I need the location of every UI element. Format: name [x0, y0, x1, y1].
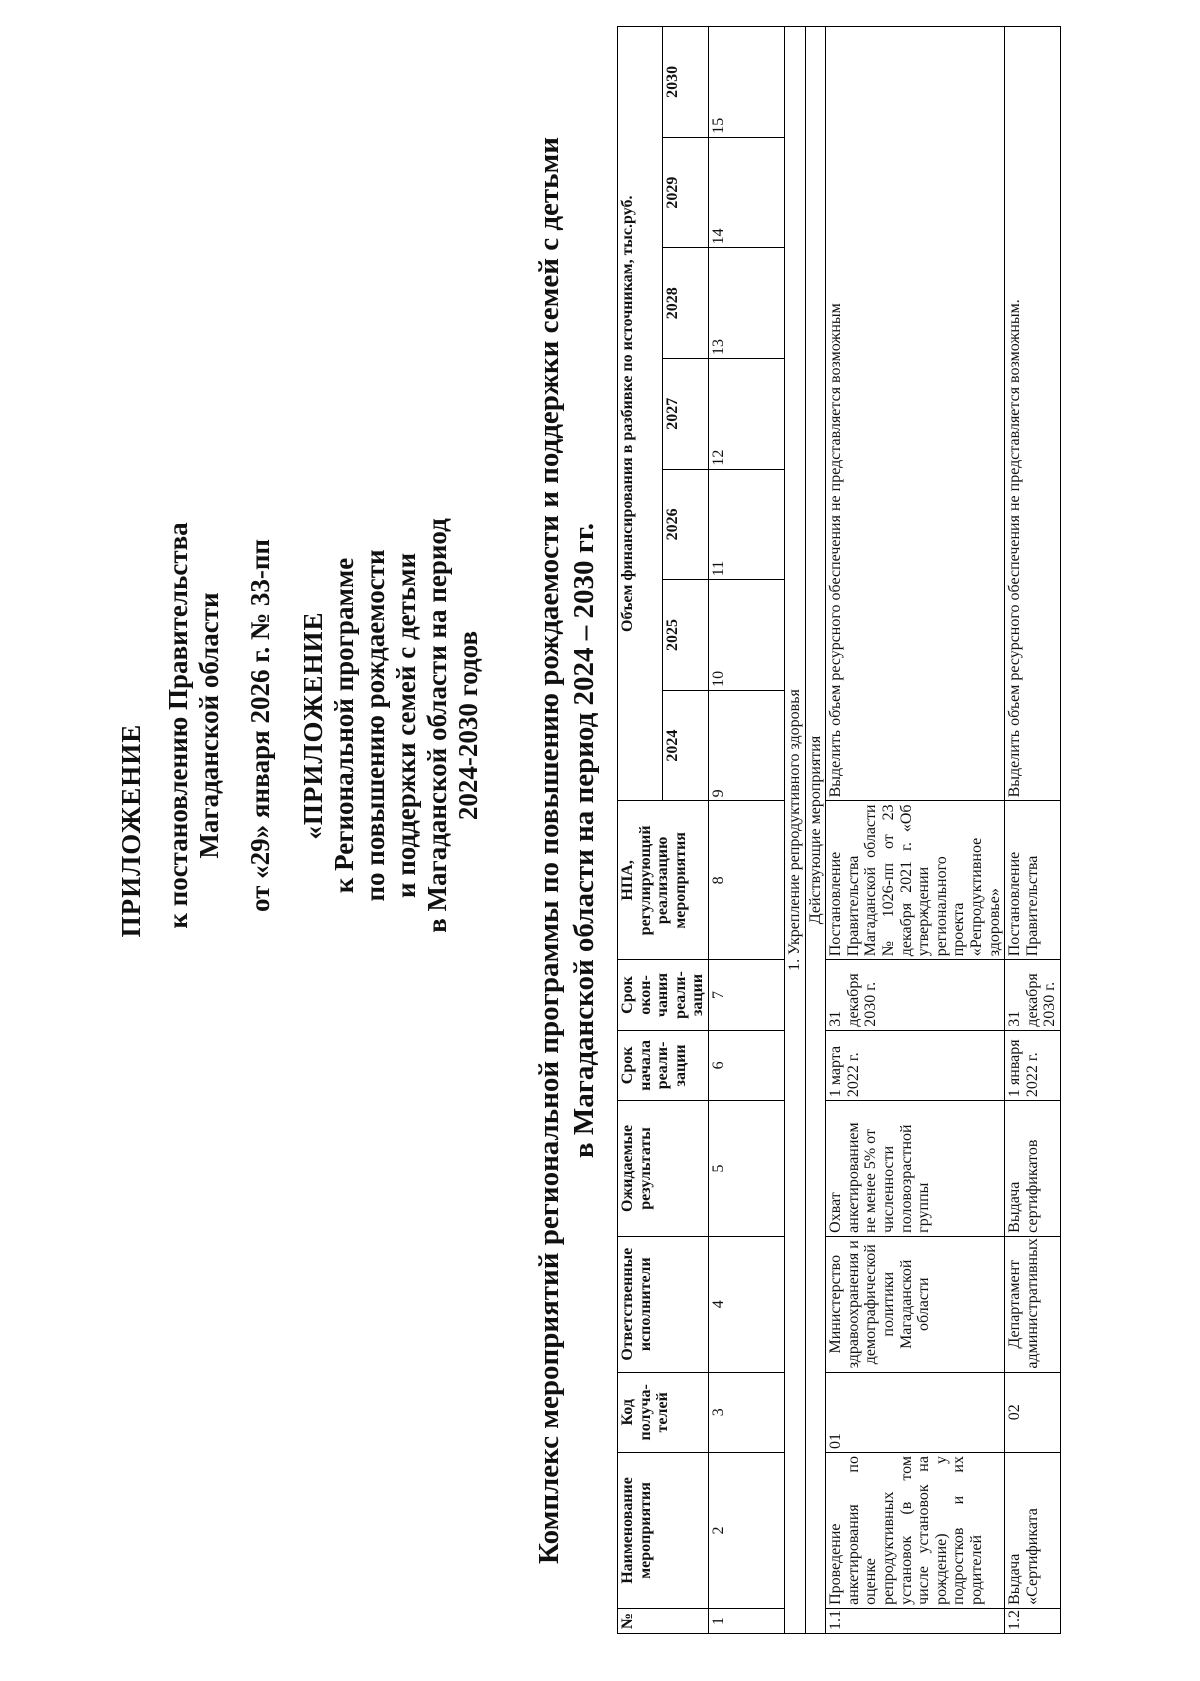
row-name: Выдача «Сертификата: [1005, 1453, 1061, 1609]
document-title: Комплекс мероприятий региональной программы по повышению рождаемости и поддержки семей с детьми: [533, 137, 565, 1564]
column-number: 15: [708, 27, 784, 138]
row-funding: Выделить объем ресурсного обеспечения не представляется возможным.: [1005, 27, 1061, 801]
row-code: 02: [1005, 1372, 1061, 1452]
column-number: 4: [708, 1236, 784, 1372]
program-appendix-line: 2024-2030 годов: [453, 630, 483, 821]
row-name: Проведение анкетирования по оценке репродуктивных установок (в том числе установок на рождение) у подростков и их родителей: [826, 1453, 1005, 1609]
header-year: 2024: [663, 690, 708, 801]
appendix-header: [118, 0, 274, 1661]
column-number: 1: [708, 1608, 784, 1633]
document-title-period: в Магаданской области на период 2024 – 2030 гг.: [568, 522, 600, 1159]
appendix-line: Магаданской области: [194, 592, 224, 859]
row-end: 31 декабря 2030 г.: [826, 960, 1005, 1030]
header-num: №: [618, 1608, 709, 1633]
row-num: 1.2: [1005, 1608, 1061, 1633]
subsection-row: [805, 27, 826, 1634]
table-header-row: [618, 27, 663, 1634]
column-number: 11: [708, 469, 784, 580]
header-year: 2026: [663, 469, 708, 580]
subsection-title: Действующие мероприятия: [805, 27, 826, 1634]
row-npa: Постановление Правительства Магаданской области № 1026-пп от 23 декабря 2021 г. «Об утверждении регионального проекта «Репродуктивное здоровье»: [826, 801, 1005, 960]
header-name: Наименование мероприятия: [618, 1453, 709, 1609]
row-results: Выдача сертификатов: [1005, 1101, 1061, 1237]
appendix-title: ПРИЛОЖЕНИЕ: [116, 723, 146, 938]
column-number: 3: [708, 1372, 784, 1452]
header-npa: НПА, регулирующий реализацию мероприятия: [618, 801, 709, 960]
table-row: [1005, 27, 1061, 1634]
program-appendix-line: в Магаданской области на период: [422, 518, 452, 933]
section-row: [784, 27, 805, 1634]
program-appendix-title: «ПРИЛОЖЕНИЕ: [298, 611, 328, 840]
program-appendix-line: по повышению рождаемости: [360, 549, 390, 902]
row-responsible: Министерство здравоохранения и демографической политики Магаданской области: [826, 1236, 1005, 1372]
header-funding: Объем финансирования в разбивке по источникам, тыс.руб.: [618, 27, 663, 801]
row-results: Охват анкетированием не менее 5% от численности половозрастной группы: [826, 1101, 1005, 1237]
column-number: 7: [708, 960, 784, 1030]
column-number: 10: [708, 580, 784, 691]
column-number: 6: [708, 1030, 784, 1100]
header-end: Срок окон-чания реали-зации: [618, 960, 709, 1030]
column-number: 2: [708, 1453, 784, 1609]
column-number: 8: [708, 801, 784, 960]
header-start: Срок начала реали-зации: [618, 1030, 709, 1100]
row-start: 1 января 2022 г.: [1005, 1030, 1061, 1100]
column-number: 14: [708, 137, 784, 248]
header-results: Ожидаемые результаты: [618, 1101, 709, 1237]
appendix-date: от «29» января 2026 г. № 33-пп: [245, 539, 275, 912]
program-appendix-header: [300, 0, 482, 1661]
column-numbers-row: [708, 27, 784, 1634]
header-responsible: Ответственные исполнители: [618, 1236, 709, 1372]
section-title: 1. Укрепление репродуктивного здоровья: [784, 27, 805, 1634]
column-number: 13: [708, 248, 784, 359]
row-code: 01: [826, 1372, 1005, 1452]
header-year: 2029: [663, 137, 708, 248]
program-appendix-line: к Региональной программе: [329, 557, 359, 894]
row-start: 1 марта 2022 г.: [826, 1030, 1005, 1100]
header-year: 2025: [663, 580, 708, 691]
column-number: 12: [708, 358, 784, 469]
table-row: [826, 27, 1005, 1634]
row-funding: Выделить объем ресурсного обеспечения не представляется возможным: [826, 27, 1005, 801]
row-end: 31 декабря 2030 г.: [1005, 960, 1061, 1030]
header-year: 2030: [663, 27, 708, 138]
program-appendix-line: и поддержки семей с детьми: [391, 552, 421, 899]
header-code: Код получа-телей: [618, 1372, 709, 1452]
measures-table: [617, 26, 1061, 1634]
header-year: 2028: [663, 248, 708, 359]
row-responsible: Департамент административных: [1005, 1236, 1061, 1372]
column-number: 9: [708, 690, 784, 801]
column-number: 5: [708, 1101, 784, 1237]
row-num: 1.1: [826, 1608, 1005, 1633]
appendix-line: к постановлению Правительства: [163, 522, 193, 929]
row-npa: Постановление Правительства: [1005, 801, 1061, 960]
header-year: 2027: [663, 358, 708, 469]
